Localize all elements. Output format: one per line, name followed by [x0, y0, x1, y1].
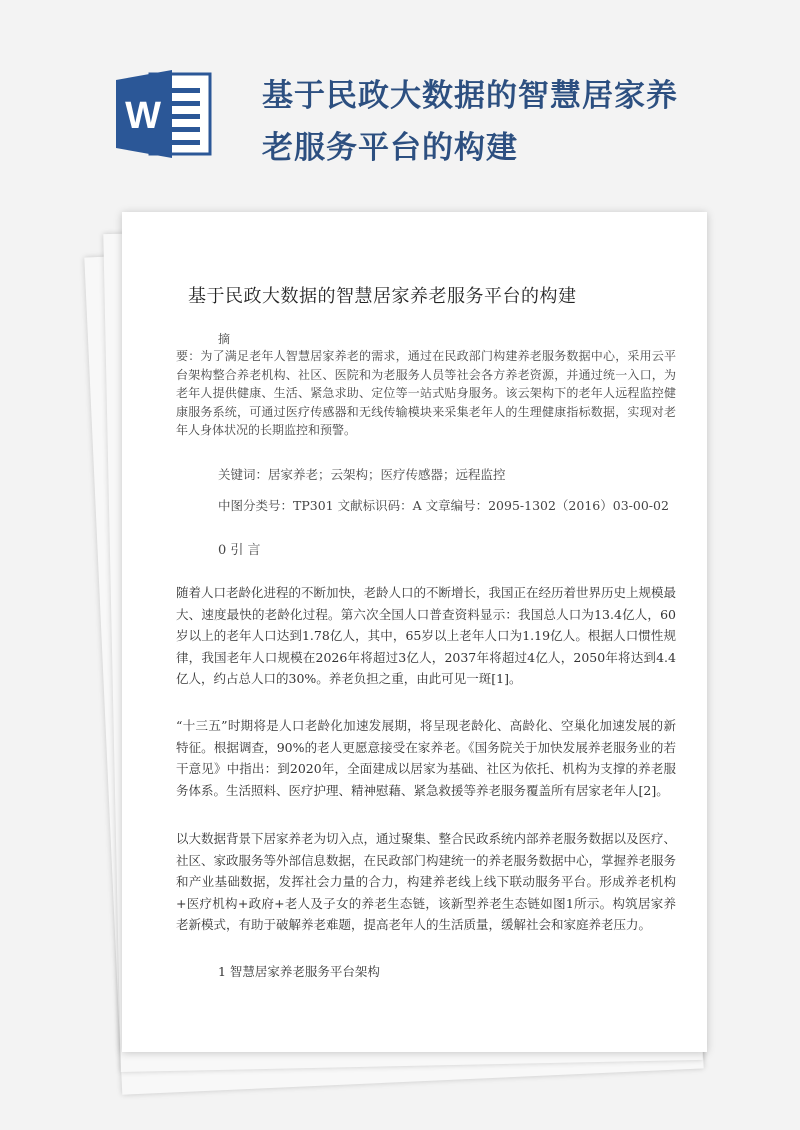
- page-headline: 基于民政大数据的智慧居家养老服务平台的构建: [262, 78, 678, 166]
- word-document-icon: [112, 68, 216, 160]
- classification-info: 中图分类号：TP301 文献标识码：A 文章编号：2095-1302（2016）03-00-02: [218, 498, 669, 513]
- abstract-text: 要：为了满足老年人智慧居家养老的需求，通过在民政部门构建养老服务数据中心，采用云平台架构整合养老机构、社区、医院和为老服务人员等社会各方养老资源，并通过统一入口，为老年人提供健康、生活、紧急求助、定位等一站式贴身服务。该云架构下的老年人远程监控健康服务系统，可通过医疗传感器和无线传输模块来采集老年人的生理健康指标数据，实现对老年人身体状况的长期监控和预警。: [176, 349, 676, 437]
- abstract-label: 摘: [218, 332, 231, 346]
- section-heading: 1 智慧居家养老服务平台架构: [218, 964, 380, 979]
- keywords: 关键词：居家养老；云架构；医疗传感器；远程监控: [218, 467, 506, 482]
- intro-heading: 0 引 言: [218, 543, 261, 558]
- paragraph: 以大数据背景下居家养老为切入点，通过聚集、整合民政系统内部养老服务数据以及医疗、社区、家政服务等外部信息数据，在民政部门构建统一的养老服务数据中心，掌握养老服务和产业基础数据，发挥社会力量的合力，构建养老线上线下联动服务平台。形成养老机构+医疗机构+政府+老人及子女的养老生态链，该新型养老生态链如图1所示。构筑居家养老新模式，有助于破解养老难题，提高老年人的生活质量，缓解社会和家庭养老压力。: [176, 831, 677, 932]
- paragraph: 随着人口老龄化进程的不断加快，老龄人口的不断增长，我国正在经历着世界历史上规模最大、速度最快的老龄化过程。第六次全国人口普查资料显示：我国总人口为13.4亿人，60岁以上的老年人口达到1.78亿人，其中，65岁以上老年人口为1.19亿人。根据人口惯性规律，我国老年人口规模在2026年将超过3亿人，2037年将超过4亿人，2050年将达到4.4亿人，约占总人口的30%。养老负担之重，由此可见一斑[1]。: [176, 585, 677, 686]
- word-icon-letter: W: [125, 95, 161, 137]
- document-title: 基于民政大数据的智慧居家养老服务平台的构建: [188, 286, 577, 307]
- document-page: [122, 212, 707, 1052]
- paragraph: “十三五”时期将是人口老龄化加速发展期，将呈现老龄化、高龄化、空巢化加速发展的新特征。根据调查，90%的老人更愿意接受在家养老。《国务院关于加快发展养老服务业的若干意见》中指出：到2020年，全面建成以居家为基础、社区为依托、机构为支撑的养老服务体系。生活照料、医疗护理、精神慰藉、紧急救援等养老服务覆盖所有居家老年人[2]。: [176, 718, 676, 798]
